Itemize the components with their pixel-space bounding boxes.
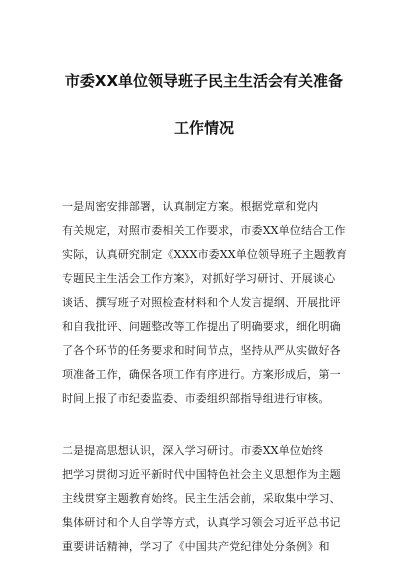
paragraph-line: 把学习贯彻习近平新时代中国特色社会主义思想作为主题 [62, 468, 341, 481]
paragraph-line: 二是提高思想认识，深入学习研讨。市委XX单位始终 [62, 444, 324, 457]
paragraph-line: 集体研讨和个人自学等方式，认真学习领会习近平总书记 [62, 516, 341, 529]
paragraph-line: 项准备工作，确保各项工作有序进行。方案形成后，第一 [62, 368, 341, 381]
paragraph-line: 时间上报了市纪委监委、市委组织部指导组进行审核。 [62, 392, 330, 405]
paragraph-line: 主线贯穿主题教育始终。民主生活会前，采取集中学习、 [62, 492, 341, 505]
document-title-line-1: 市委XX单位领导班子民主生活会有关准备 [64, 72, 344, 90]
document-title-line-2: 工作情况 [173, 119, 234, 137]
paragraph-line: 有关规定，对照市委相关工作要求，市委XX单位结合工作 [62, 224, 346, 237]
paragraph-line: 一是周密安排部署，认真制定方案。根据党章和党内 [62, 200, 319, 213]
paragraph-line: 专题民主生活会工作方案》，对抓好学习研讨、开展谈心 [62, 272, 336, 285]
paragraph-line: 重要讲话精神，学习了《中国共产党纪律处分条例》和 [62, 540, 330, 553]
paragraph-line: 了各个环节的任务要求和时间节点，坚持从严从实做好各 [62, 344, 341, 357]
paragraph-line: 谈话、撰写班子对照检查材料和个人发言提纲、开展批评 [62, 296, 341, 309]
paragraph-line: 实际，认真研究制定《XXX市委XX单位领导班子主题教育 [62, 248, 348, 261]
paragraph-line: 和自我批评、问题整改等工作提出了明确要求，细化明确 [62, 320, 341, 333]
